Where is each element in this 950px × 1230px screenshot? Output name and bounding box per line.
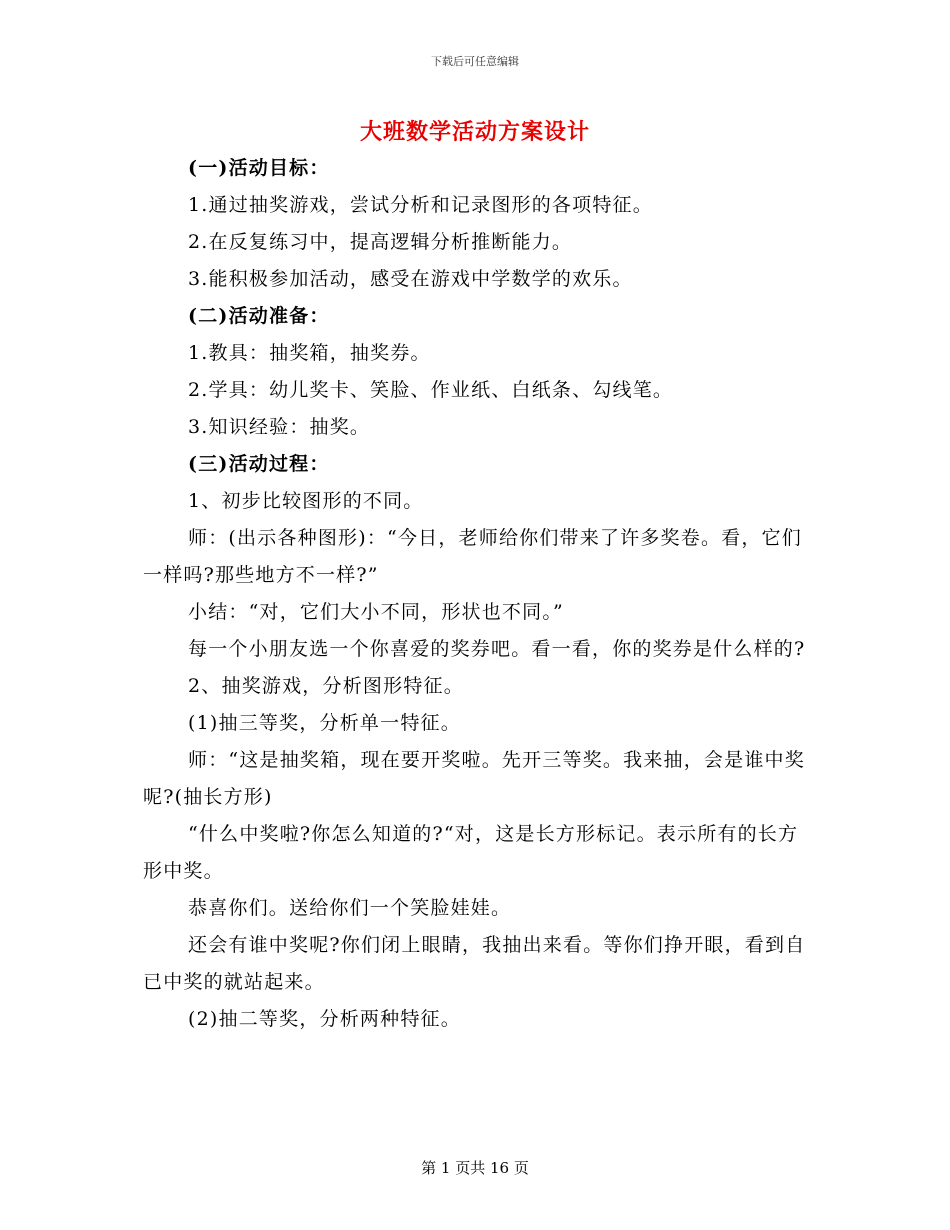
paragraph: 每一个小朋友选一个你喜爱的奖券吧。看一看，你的奖券是什么样的? <box>188 638 806 660</box>
paragraph: (2)抽二等奖，分析两种特征。 <box>188 1008 461 1030</box>
paragraph: 还会有谁中奖呢?你们闭上眼睛，我抽出来看。等你们挣开眼，看到自已中奖的就站起来。 <box>143 934 806 993</box>
document-title: 大班数学活动方案设计 <box>359 119 590 145</box>
paragraph: 2.学具：幼儿奖卡、笑脸、作业纸、白纸条、勾线笔。 <box>188 379 674 401</box>
paragraph: 师：(出示各种图形)：“今日，老师给你们带来了许多奖卷。看，它们一样吗?那些地方不一样?” <box>143 527 802 586</box>
paragraph: “什么中奖啦?你怎么知道的?“对，这是长方形标记。表示所有的长方形中奖。 <box>143 823 799 882</box>
paragraph: 1.教具：抽奖箱，抽奖券。 <box>188 342 431 364</box>
paragraph: (1)抽三等奖，分析单一特征。 <box>188 712 461 734</box>
paragraph: 2.在反复练习中，提高逻辑分析推断能力。 <box>188 231 573 253</box>
paragraph: 1.通过抽奖游戏，尝试分析和记录图形的各项特征。 <box>188 194 653 216</box>
document-body <box>143 150 807 1038</box>
section-heading-process: (三)活动过程： <box>188 453 330 475</box>
page-header-note: 下载后可任意编辑 <box>431 55 519 68</box>
paragraph: 2、抽奖游戏，分析图形特征。 <box>188 675 464 697</box>
section-heading-preparation: (二)活动准备： <box>188 305 330 327</box>
paragraph: 恭喜你们。送给你们一个笑脸娃娃。 <box>188 897 512 919</box>
paragraph: 师：“这是抽奖箱，现在要开奖啦。先开三等奖。我来抽，会是谁中奖呢?(抽长方形) <box>143 749 805 808</box>
page-footer-page-number: 第 1 页共 16 页 <box>421 1159 529 1177</box>
section-heading-goals: (一)活动目标： <box>188 157 330 179</box>
paragraph: 小结：“对，它们大小不同，形状也不同。” <box>188 601 564 623</box>
paragraph: 3.知识经验：抽奖。 <box>188 416 371 438</box>
paragraph: 3.能积极参加活动，感受在游戏中学数学的欢乐。 <box>188 268 633 290</box>
paragraph: 1、初步比较图形的不同。 <box>188 490 424 512</box>
